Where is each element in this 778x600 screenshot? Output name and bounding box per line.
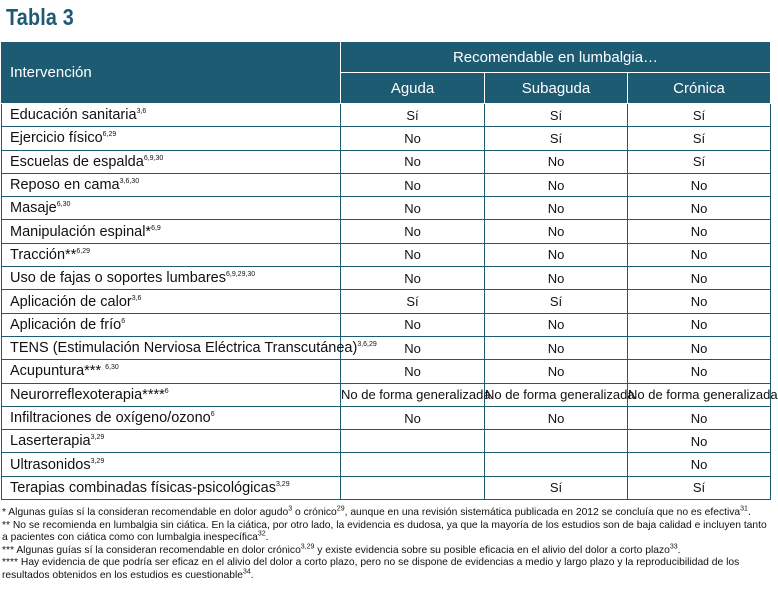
reference-superscript: 6 xyxy=(121,317,126,325)
subaguda-cell: Sí xyxy=(485,127,628,150)
cronica-cell: No xyxy=(628,243,771,266)
footnote-1: * Algunas guías sí la consideran recomendable en dolor agudo$^3$ o crónico$^{29}$, aunque en una revisión sistemática publicada en 2012 se concluía que no es efectiva$^{31}$. xyxy=(2,505,751,518)
table-row xyxy=(2,453,771,476)
reference-superscript: 3,29 xyxy=(275,481,290,489)
recommendations-table xyxy=(1,41,778,500)
intervention-name: Ejercicio físico xyxy=(10,130,103,147)
intervention-cell xyxy=(2,336,377,359)
intervention-name: Aplicación de frío xyxy=(10,316,122,333)
reference-superscript: 6,30 xyxy=(105,364,119,372)
reference-superscript: 6,29 xyxy=(76,248,90,256)
footnotes xyxy=(2,507,768,583)
subaguda-cell: No xyxy=(485,243,628,266)
reference-superscript: 6,9,30 xyxy=(143,154,164,162)
aguda-cell: No xyxy=(341,267,485,290)
intervention-cell xyxy=(2,453,341,476)
table-row xyxy=(2,150,771,173)
header-recomendable: Recomendable en lumbalgia… xyxy=(341,42,771,73)
aguda-cell: No xyxy=(341,313,485,336)
cronica-cell: No de forma generalizada xyxy=(628,383,771,406)
intervention-name: Uso de fajas o soportes lumbares xyxy=(10,270,226,287)
cronica-cell: No xyxy=(628,453,771,476)
reference-superscript: 6,30 xyxy=(56,201,71,209)
subaguda-cell: No xyxy=(485,220,628,243)
subaguda-cell xyxy=(485,453,628,476)
intervention-cell xyxy=(2,476,341,499)
intervention-cell xyxy=(2,197,341,220)
aguda-cell: No xyxy=(341,150,485,173)
aguda-cell: No xyxy=(341,336,485,359)
intervention-name: Infiltraciones de oxígeno/ozono xyxy=(10,410,211,426)
intervention-cell xyxy=(2,243,341,266)
aguda-cell xyxy=(341,476,485,499)
table-row xyxy=(2,336,771,359)
header-cronica: Crónica xyxy=(628,73,771,104)
subaguda-cell: No xyxy=(485,360,628,383)
intervention-name: Neurorreflexoterapia**** xyxy=(10,386,165,403)
cronica-cell: Sí xyxy=(628,127,771,150)
table-row xyxy=(2,290,771,313)
aguda-cell: No xyxy=(341,406,485,429)
aguda-cell xyxy=(341,430,485,453)
reference-superscript: 6,29 xyxy=(102,131,117,139)
cronica-cell: No xyxy=(628,406,771,429)
subaguda-cell: No xyxy=(485,197,628,220)
intervention-name: Escuelas de espalda xyxy=(10,153,144,170)
cronica-cell: No xyxy=(628,197,771,220)
table-row xyxy=(2,383,771,406)
cronica-cell: Sí xyxy=(628,104,771,127)
aguda-cell: Sí xyxy=(341,290,485,313)
cronica-cell: No xyxy=(628,220,771,243)
aguda-cell: No xyxy=(341,197,485,220)
intervention-name: Tracción** xyxy=(10,246,77,263)
reference-superscript: 3,6,30 xyxy=(119,178,140,186)
footnote-4: **** Hay evidencia de que podría ser eficaz en el alivio del dolor a corto plazo, pero no se dispone de evidencias a medio y largo plazo y la reproducibilidad de los resultados obtenidos en los estudios es cuestionable$^{34}$. xyxy=(2,557,740,581)
reference-superscript: 6 xyxy=(210,411,215,419)
cronica-cell: No xyxy=(628,360,771,383)
table-row xyxy=(2,476,771,499)
table-row xyxy=(2,127,771,150)
subaguda-cell: No de forma generalizada xyxy=(485,383,628,406)
intervention-name: Laserterapia xyxy=(10,433,91,450)
subaguda-cell: Sí xyxy=(485,104,628,127)
table-row xyxy=(2,313,771,336)
reference-superscript: 6,9,29,30 xyxy=(226,271,256,279)
reference-superscript: 3,6,29 xyxy=(357,341,377,349)
intervention-cell xyxy=(2,150,341,173)
subaguda-cell: Sí xyxy=(485,476,628,499)
table-row xyxy=(2,197,771,220)
subaguda-cell: No xyxy=(485,406,628,429)
intervention-cell xyxy=(2,267,341,290)
footnote-2: ** No se recomienda en lumbalgia sin ciática. En la ciática, por otro lado, la evidencia es dudosa, ya que la mayoría de los estudios son de baja calidad e incluyen tanto a pacientes con ciática como con lumbalgia inespecífica$^{32}$. xyxy=(2,519,767,544)
aguda-cell: No xyxy=(341,243,485,266)
aguda-cell: No xyxy=(341,127,485,150)
cronica-cell: Sí xyxy=(628,150,771,173)
table-row xyxy=(2,430,771,453)
intervention-cell xyxy=(2,220,341,243)
reference-superscript: 3,6 xyxy=(131,294,142,302)
cronica-cell: No xyxy=(628,313,771,336)
cronica-cell: No xyxy=(628,430,771,453)
intervention-name: Aplicación de calor xyxy=(10,293,132,310)
intervention-name: Terapias combinadas físicas-psicológicas xyxy=(10,479,276,496)
aguda-cell xyxy=(341,453,485,476)
footnote-3: *** Algunas guías sí la consideran recomendable en dolor crónico$^{3,29}$ y existe evidencia sobre su posible eficacia en el alivio del dolor a corto plazo$^{33}$. xyxy=(2,543,681,556)
subaguda-cell: No xyxy=(485,267,628,290)
subaguda-cell xyxy=(485,430,628,453)
intervention-cell xyxy=(2,430,341,453)
table-row xyxy=(2,267,771,290)
intervention-cell xyxy=(2,290,341,313)
intervention-name: Reposo en cama xyxy=(10,177,120,194)
intervention-cell xyxy=(2,104,341,127)
intervention-name: TENS (Estimulación Nerviosa Eléctrica Transcutánea) xyxy=(10,340,358,357)
reference-superscript: 3,29 xyxy=(90,457,105,465)
subaguda-cell: No xyxy=(485,173,628,196)
intervention-name: Masaje xyxy=(10,200,57,217)
subaguda-cell: Sí xyxy=(485,290,628,313)
table-row xyxy=(2,360,771,383)
aguda-cell: No de forma generalizada xyxy=(341,383,485,406)
intervention-cell xyxy=(2,360,341,383)
reference-superscript: 3,29 xyxy=(90,434,105,442)
subaguda-cell: No xyxy=(485,150,628,173)
aguda-cell: No xyxy=(341,220,485,243)
intervention-cell xyxy=(2,383,341,406)
cronica-cell: No xyxy=(628,290,771,313)
cronica-cell: Sí xyxy=(628,476,771,499)
intervention-cell xyxy=(2,313,341,336)
intervention-name: Educación sanitaria xyxy=(10,107,137,124)
aguda-cell: Sí xyxy=(341,104,485,127)
subaguda-cell: No xyxy=(485,336,628,359)
intervention-name: Acupuntura*** xyxy=(10,363,106,380)
intervention-name: Ultrasonidos xyxy=(10,456,91,473)
table-row xyxy=(2,104,771,127)
aguda-cell: No xyxy=(341,360,485,383)
intervention-name: Manipulación espinal* xyxy=(10,223,152,240)
intervention-cell xyxy=(2,406,341,429)
table-row xyxy=(2,406,771,429)
cronica-cell: No xyxy=(628,336,771,359)
subaguda-cell: No xyxy=(485,313,628,336)
table-title: Tabla 3 xyxy=(6,4,74,30)
intervention-cell xyxy=(2,127,341,150)
reference-superscript: 3,6 xyxy=(136,108,147,116)
cronica-cell: No xyxy=(628,267,771,290)
cronica-cell: No xyxy=(628,173,771,196)
reference-superscript: 6 xyxy=(164,387,169,395)
header-subaguda: Subaguda xyxy=(485,73,628,104)
intervention-cell xyxy=(2,173,341,196)
reference-superscript: 6,9 xyxy=(151,224,161,232)
header-aguda: Aguda xyxy=(341,73,485,104)
aguda-cell: No xyxy=(341,173,485,196)
table-row xyxy=(2,220,771,243)
table-row xyxy=(2,243,771,266)
table-row xyxy=(2,173,771,196)
header-intervencion: Intervención xyxy=(2,42,341,104)
